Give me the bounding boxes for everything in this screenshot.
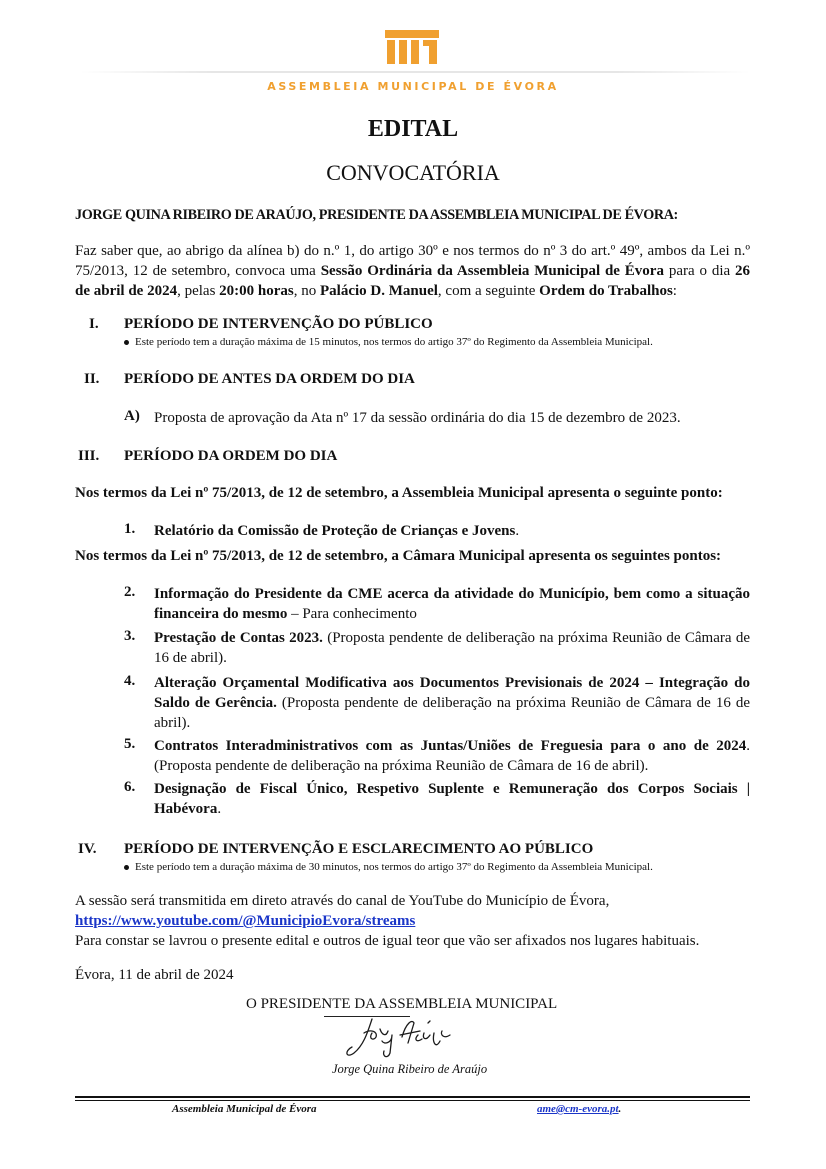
stream-text: A sessão será transmitida em direto através do canal de YouTube do Município de Évora, [75, 893, 610, 909]
footer-email-suffix: . [618, 1103, 622, 1115]
agenda-item-6-title: Designação de Fiscal Único, Respetivo Suplente e Remuneração dos Corpos Sociais | Habévora [154, 781, 750, 817]
section-2-title: PERÍODO DE ANTES DA ORDEM DO DIA [124, 371, 415, 387]
section-3-paragraph-2: Nos termos da Lei nº 75/2013, de 12 de setembro, a Câmara Municipal apresenta os seguintes pontos: [75, 548, 722, 564]
header-divider [80, 71, 750, 73]
signatory-name: Jorge Quina Ribeiro de Araújo [332, 1062, 488, 1076]
agenda-item-5-rest: . (Proposta pendente de deliberação na próxima Reunião de Câmara de 16 de abril). [154, 738, 750, 774]
agenda-item-2-title: Informação do Presidente da CME acerca da atividade do Município, bem como a situação financeira do mesmo [154, 586, 750, 622]
constar-text: Para constar se lavrou o presente edital e outros de igual teor que vão ser afixados nos lugares habituais. [75, 933, 700, 949]
footer-email [537, 1103, 621, 1115]
section-2-item-label: A) [124, 408, 140, 424]
footer-rule-thin [75, 1100, 750, 1101]
agenda-item-3-title: Prestação de Contas 2023. [154, 630, 323, 646]
agenda-item-5 [154, 736, 750, 776]
section-3-title: PERÍODO DA ORDEM DO DIA [124, 448, 338, 464]
document-title: EDITAL [367, 116, 459, 142]
agenda-item-1-number: 1. [124, 521, 136, 537]
section-1-note [124, 336, 653, 348]
intro-text: , no [293, 283, 321, 299]
signature-title: O PRESIDENTE DA ASSEMBLEIA MUNICIPAL [246, 996, 558, 1012]
agenda-item-6 [154, 779, 750, 819]
assembleia-logo [385, 30, 439, 64]
youtube-streams-link[interactable]: https://www.youtube.com/@MunicipioEvora/streams [75, 913, 416, 929]
agenda-item-4-number: 4. [124, 673, 136, 689]
footer-email-link[interactable]: ame@cm-evora.pt [537, 1103, 619, 1115]
intro-text: para o dia [663, 263, 735, 279]
agenda-item-5-number: 5. [124, 736, 136, 752]
agenda-item-3 [154, 628, 750, 668]
intro-session: Sessão Ordinária da Assembleia Municipal de Évora [320, 263, 664, 279]
section-3-paragraph-1: Nos termos da Lei nº 75/2013, de 12 de setembro, a Assembleia Municipal apresenta o seguinte ponto: [75, 485, 723, 501]
agenda-item-2 [154, 584, 750, 624]
section-1-note-text: Este período tem a duração máxima de 15 minutos, nos termos do artigo 37º do Regimento da Assembleia Municipal. [135, 336, 653, 348]
section-4-note [124, 861, 653, 873]
intro-agenda: Ordem do Trabalhos [539, 283, 673, 299]
section-4-note-text: Este período tem a duração máxima de 30 minutos, nos termos do artigo 37º do Regimento da Assembleia Municipal. [135, 861, 653, 873]
agenda-item-5-title: Contratos Interadministrativos com as Juntas/Uniões de Freguesia para o ano de 2024 [154, 738, 747, 754]
bullet-icon [124, 865, 129, 870]
agenda-item-4 [154, 673, 750, 733]
section-1-number: I. [89, 316, 99, 332]
section-2-item-text: Proposta de aprovação da Ata nº 17 da sessão ordinária do dia 15 de dezembro de 2023. [154, 410, 681, 426]
intro-paragraph [75, 241, 750, 301]
agenda-item-4-title: Alteração Orçamental Modificativa aos Documentos Previsionais de 2024 – Integração do Saldo de Gerência. [154, 675, 750, 711]
bullet-icon [124, 340, 129, 345]
agenda-item-1-title: Relatório da Comissão de Proteção de Crianças e Jovens [154, 523, 516, 539]
intro-place: Palácio D. Manuel [320, 283, 438, 299]
intro-text: Faz saber que, ao abrigo da alínea b) do n.º 1, do artigo 30º e nos termos do nº 3 do art.º 49º, ambos da Lei n.º 75/2013, 12 de setembro, convoca uma [75, 243, 750, 279]
intro-date: 26 de abril de 2024 [75, 263, 750, 299]
intro-text: : [672, 283, 677, 299]
agenda-item-1 [154, 521, 519, 541]
agenda-item-3-number: 3. [124, 628, 136, 644]
agenda-item-3-rest: (Proposta pendente de deliberação na próxima Reunião de Câmara de 16 de abril). [154, 630, 750, 666]
section-4-number: IV. [78, 841, 97, 857]
footer-rule-thick [75, 1096, 750, 1098]
document-date: Évora, 11 de abril de 2024 [75, 967, 234, 983]
intro-time: 20:00 horas [219, 283, 294, 299]
intro-text: , com a seguinte [437, 283, 540, 299]
document-subtitle: CONVOCATÓRIA [326, 160, 500, 185]
agenda-item-4-rest: (Proposta pendente de deliberação na próxima Reunião de Câmara de 16 de abril). [154, 695, 750, 731]
lead-line: JORGE QUINA RIBEIRO DE ARAÚJO, PRESIDENTE DA ASSEMBLEIA MUNICIPAL DE ÉVORA: [75, 207, 678, 223]
section-1-title: PERÍODO DE INTERVENÇÃO DO PÚBLICO [124, 316, 433, 332]
section-4-title: PERÍODO DE INTERVENÇÃO E ESCLARECIMENTO AO PÚBLICO [124, 841, 594, 857]
section-2-number: II. [84, 371, 100, 387]
agenda-item-2-rest: – Para conhecimento [287, 606, 417, 622]
section-3-number: III. [78, 448, 100, 464]
agenda-item-1-rest: . [515, 523, 520, 539]
signature-image [342, 1013, 460, 1063]
agenda-item-6-rest: . [217, 801, 222, 817]
organization-name: ASSEMBLEIA MUNICIPAL DE ÉVORA [267, 80, 559, 93]
footer-organization: Assembleia Municipal de Évora [172, 1103, 317, 1115]
intro-text: , pelas [177, 283, 220, 299]
agenda-item-6-number: 6. [124, 779, 136, 795]
agenda-item-2-number: 2. [124, 584, 136, 600]
